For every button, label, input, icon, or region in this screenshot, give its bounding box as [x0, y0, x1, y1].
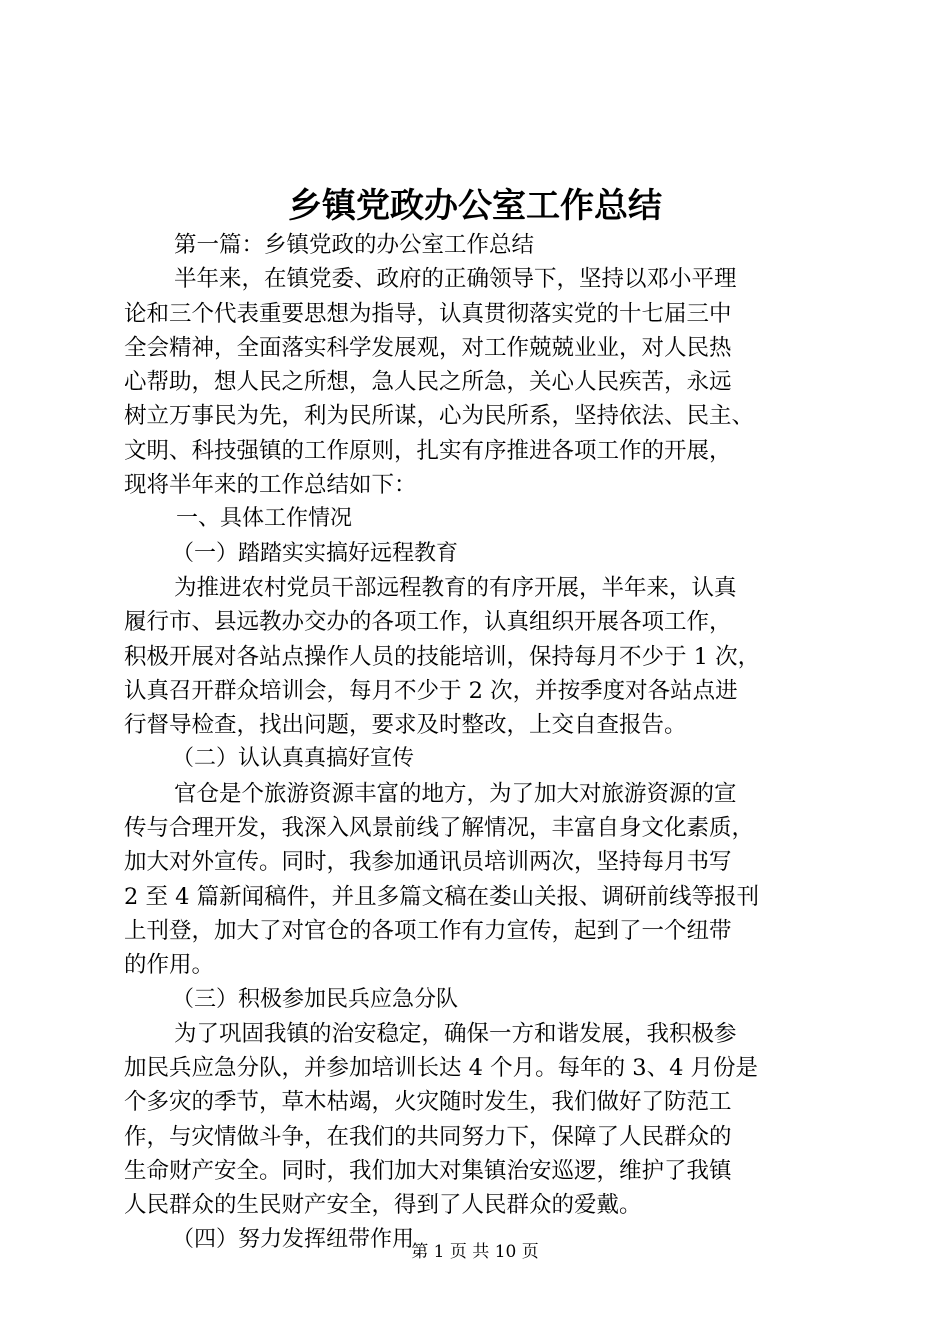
body-line: 传与合理开发，我深入风景前线了解情况，丰富自身文化素质，	[124, 815, 755, 842]
body-line: 为推进农村党员干部远程教育的有序开展，半年来，认真	[174, 574, 737, 601]
document-title: 乡镇党政办公室工作总结	[288, 186, 662, 226]
document-body	[124, 228, 844, 1257]
body-line: 的作用。	[124, 952, 215, 979]
body-line: 为了巩固我镇的治安稳定，确保一方和谐发展，我积极参	[174, 1020, 737, 1047]
body-line: 加民兵应急分队，并参加培训长达 4 个月。每年的 3、4 月份是	[124, 1055, 759, 1082]
subsection-heading: （四）努力发挥纽带作用	[172, 1226, 415, 1252]
body-line: 履行市、县远教办交办的各项工作，认真组织开展各项工作，	[124, 609, 732, 636]
subsection-heading: （三）积极参加民兵应急分队	[172, 986, 459, 1012]
body-line: 积极开展对各站点操作人员的技能培训，保持每月不少于 1 次，	[124, 643, 761, 670]
body-line: 论和三个代表重要思想为指导，认真贯彻落实党的十七届三中	[124, 300, 732, 327]
body-line: 全会精神，全面落实科学发展观，对工作兢兢业业，对人民热	[124, 334, 732, 361]
subsection-heading: （二）认认真真搞好宣传	[172, 746, 415, 772]
body-line: 行督导检查，找出问题，要求及时整改，上交自查报告。	[124, 712, 687, 739]
body-line: 文明、科技强镇的工作原则，扎实有序推进各项工作的开展，	[124, 437, 732, 464]
body-line: 树立万事民为先，利为民所谋，心为民所系，坚持依法、民主、	[124, 403, 755, 430]
body-line: 人民群众的生民财产安全，得到了人民群众的爱戴。	[124, 1192, 642, 1219]
body-line: 官仓是个旅游资源丰富的地方，为了加大对旅游资源的宣	[174, 780, 737, 807]
body-line: 现将半年来的工作总结如下：	[124, 472, 417, 499]
body-line: 生命财产安全。同时，我们加大对集镇治安巡逻，维护了我镇	[124, 1158, 732, 1185]
body-line: 认真召开群众培训会，每月不少于 2 次，并按季度对各站点进	[124, 677, 738, 704]
body-line: 个多灾的季节，草木枯竭，火灾随时发生，我们做好了防范工	[124, 1089, 732, 1116]
chapter-heading: 第一篇：乡镇党政的办公室工作总结	[174, 232, 535, 258]
body-line: 半年来，在镇党委、政府的正确领导下，坚持以邓小平理	[174, 266, 737, 293]
body-line: 作，与灾情做斗争，在我们的共同努力下，保障了人民群众的	[124, 1123, 732, 1150]
subsection-heading: （一）踏踏实实搞好远程教育	[172, 540, 459, 566]
body-line: 加大对外宣传。同时，我参加通讯员培训两次，坚持每月书写	[124, 849, 732, 876]
body-line: 心帮助，想人民之所想，急人民之所急，关心人民疾苦，永远	[124, 369, 732, 396]
body-line: 2 至 4 篇新闻稿件，并且多篇文稿在娄山关报、调研前线等报刊	[124, 883, 760, 910]
section-heading: 一、具体工作情况	[176, 506, 353, 532]
page-footer: 第 1 页 共 10 页	[411, 1242, 539, 1262]
body-line: 上刊登，加大了对官仓的各项工作有力宣传，起到了一个纽带	[124, 917, 732, 944]
